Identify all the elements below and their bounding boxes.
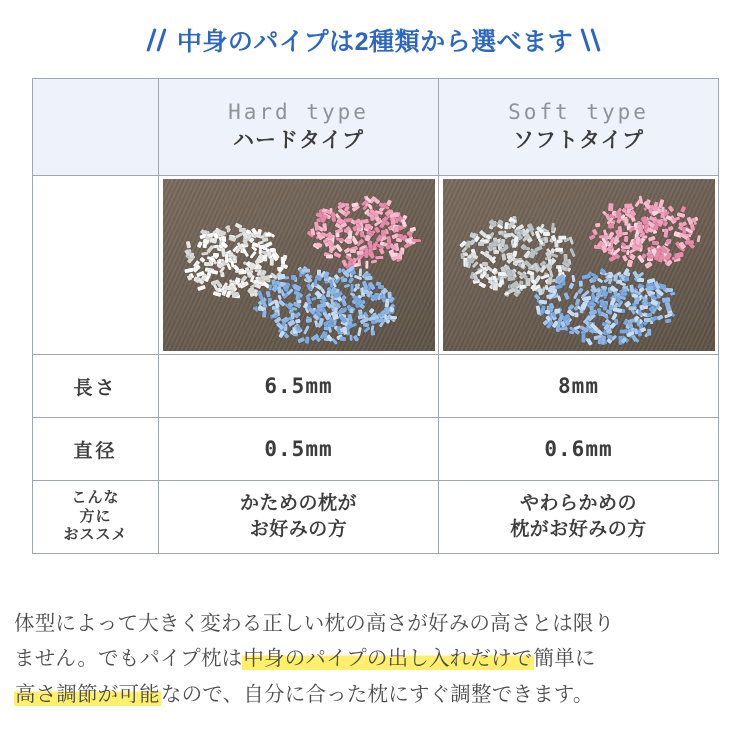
- paragraph-line-1: 体型によって大きく変わる正しい枕の高さが好みの高さとは限り: [14, 612, 615, 635]
- length-hard-value: 6.5mm: [159, 355, 439, 418]
- hard-type-pipe-photo: [163, 179, 435, 351]
- double-slash-icon-right: [579, 26, 605, 54]
- table-row-diameter: [33, 418, 719, 481]
- recommend-soft-line-2: 枕がお好みの方: [510, 519, 647, 540]
- table-header-row: [33, 79, 719, 176]
- paragraph-line-3-post: なので、自分に合った枕にすぐ調整できます。: [160, 682, 594, 706]
- table-image-row: [33, 176, 719, 355]
- table-header-soft-type: [439, 79, 719, 176]
- pipe-pile-pink: [303, 193, 421, 269]
- pipe-pile-blue: [249, 261, 399, 345]
- table-corner-cell: [33, 79, 159, 176]
- body-paragraph: [14, 606, 738, 712]
- table-row-length: [33, 355, 719, 418]
- image-row-label-cell: [33, 176, 159, 355]
- paragraph-line-3-highlight: 高さ調節が可能: [15, 682, 160, 706]
- recommend-label-line-1: こんな: [71, 488, 120, 506]
- soft-type-en-label: Soft type: [508, 100, 649, 125]
- recommend-soft-value: [439, 481, 719, 554]
- hard-type-photo-cell: [159, 176, 439, 355]
- row-label-length: 長さ: [33, 355, 159, 418]
- comparison-table: [32, 78, 719, 554]
- paragraph-line-2: [14, 641, 738, 676]
- page-title: [0, 22, 750, 58]
- recommend-label-line-2: 方に: [79, 507, 112, 525]
- recommend-hard-line-1: かための枕が: [239, 493, 357, 515]
- comparison-table-wrapper: [32, 78, 718, 554]
- hard-type-ja-label: ハードタイプ: [233, 129, 364, 153]
- recommend-label-line-3: おススメ: [63, 526, 128, 544]
- length-soft-value: 8mm: [439, 355, 719, 418]
- double-slash-icon-left: [145, 26, 171, 54]
- paragraph-line-2-highlight: 中身のパイプの出し入れだけで: [243, 647, 533, 671]
- row-label-diameter: 直径: [33, 418, 159, 481]
- pipe-pile-pink-soft: [583, 193, 701, 269]
- diameter-hard-value: 0.5mm: [159, 418, 439, 481]
- pipe-pile-blue-soft: [529, 261, 679, 345]
- paragraph-line-3: [14, 677, 738, 712]
- soft-type-ja-label: ソフトタイプ: [513, 129, 644, 153]
- hard-type-en-label: Hard type: [228, 100, 369, 125]
- table-row-recommendation: [33, 481, 719, 554]
- table-header-hard-type: [159, 79, 439, 176]
- recommend-soft-line-1: やわらかめの: [519, 493, 637, 515]
- recommend-hard-line-2: お好みの方: [249, 519, 348, 540]
- paragraph-line-2-pre: ません。でもパイプ枕は: [14, 647, 243, 671]
- paragraph-line-2-post: 簡単に: [533, 647, 596, 671]
- soft-type-photo-cell: [439, 176, 719, 355]
- recommend-hard-value: [159, 481, 439, 554]
- row-label-recommendation: [33, 481, 159, 554]
- diameter-soft-value: 0.6mm: [439, 418, 719, 481]
- page-title-text: 中身のパイプは2種類から選べます: [176, 28, 574, 56]
- soft-type-pipe-photo: [443, 179, 715, 351]
